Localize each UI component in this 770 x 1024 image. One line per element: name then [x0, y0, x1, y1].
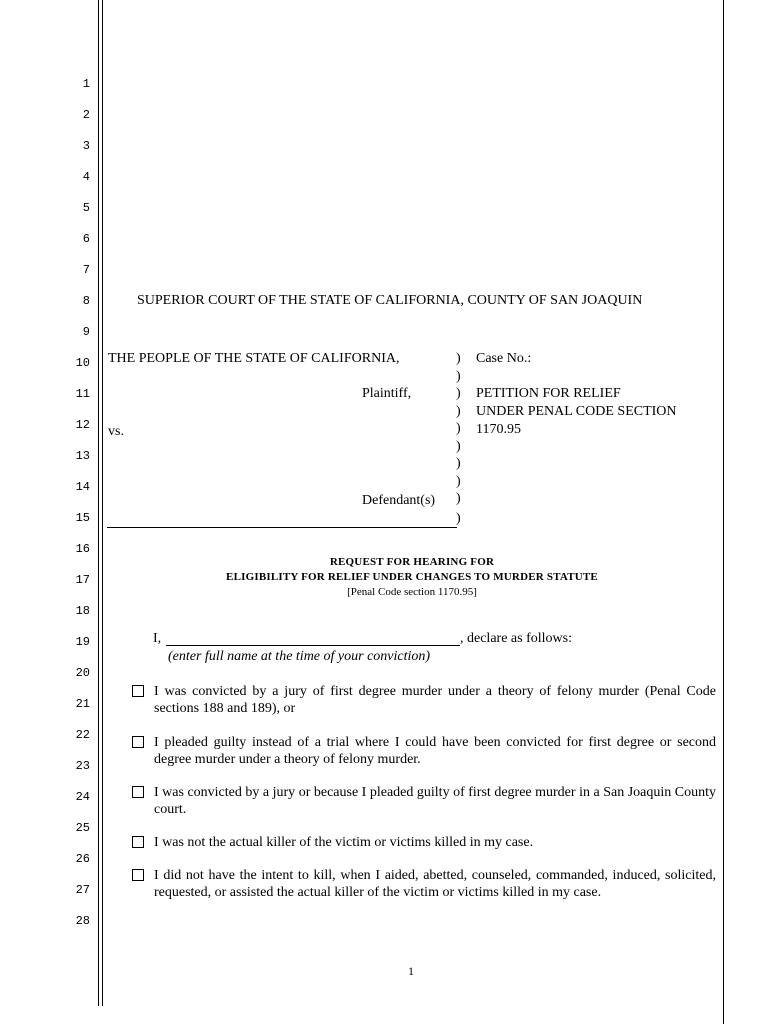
line-number: 18: [75, 604, 90, 618]
line-number: 26: [75, 852, 90, 866]
line-number: 4: [82, 170, 90, 184]
case-number-label: Case No.:: [476, 351, 532, 366]
checkbox-label: I was convicted by a jury or because I pleaded guilty of first degree murder in a San Joaquin County court.: [154, 785, 716, 817]
plaintiff-label: Plaintiff,: [362, 386, 412, 401]
checkbox-label: I was not the actual killer of the victim or victims killed in my case.: [154, 835, 534, 850]
versus-label: vs.: [108, 424, 124, 439]
petition-title-line2: UNDER PENAL CODE SECTION: [476, 404, 677, 419]
line-number: 22: [75, 728, 90, 742]
line-number: 3: [82, 139, 90, 153]
san-joaquin-conviction-checkbox[interactable]: [132, 786, 144, 798]
caption-paren: ): [456, 511, 461, 526]
line-number: 13: [75, 449, 90, 463]
line-number: 21: [75, 697, 90, 711]
line-number: 15: [75, 511, 90, 525]
caption-paren: ): [456, 368, 461, 384]
caption-underline: [107, 527, 457, 528]
line-number: 10: [75, 356, 90, 370]
line-number: 20: [75, 666, 90, 680]
line-number: 1: [82, 77, 90, 91]
caption-paren: ): [456, 421, 461, 436]
left-margin-rule-outer: [98, 0, 99, 1006]
caption-paren: ): [456, 351, 461, 366]
line-number: 9: [82, 325, 90, 339]
not-actual-killer-checkbox[interactable]: [132, 836, 144, 848]
caption-paren: ): [456, 403, 461, 419]
line-number: 8: [82, 294, 90, 308]
line-number: 12: [75, 418, 90, 432]
declaration-prefix: I,: [153, 631, 162, 646]
line-number: 17: [75, 573, 90, 587]
checkbox-label: I did not have the intent to kill, when I aided, abetted, counseled, commanded, induced, solicited, requested, or assisted the actual killer of the victim or victims killed in my case.: [154, 868, 716, 900]
caption-paren: ): [456, 438, 461, 454]
page-number: 1: [408, 964, 414, 978]
line-number: 24: [75, 790, 90, 804]
checkbox-label: I pleaded guilty instead of a trial where I could have been convicted for first degree or second degree murder under a theory of felony murder.: [154, 735, 716, 767]
checkbox-label: I was convicted by a jury of first degree murder under a theory of felony murder (Penal Code sections 188 and 189), or: [154, 684, 716, 716]
line-number: 27: [75, 883, 90, 897]
line-number: 2: [82, 108, 90, 122]
line-number: 11: [75, 387, 90, 401]
line-number: 19: [75, 635, 90, 649]
line-number: 5: [82, 201, 90, 215]
court-title: SUPERIOR COURT OF THE STATE OF CALIFORNIA, COUNTY OF SAN JOAQUIN: [137, 293, 643, 308]
full-name-input-line[interactable]: [166, 645, 460, 646]
petition-title-line1: PETITION FOR RELIEF: [476, 386, 621, 401]
line-number: 16: [75, 542, 90, 556]
line-number: 6: [82, 232, 90, 246]
left-margin-rule-inner: [102, 0, 103, 1006]
request-heading-line1: REQUEST FOR HEARING FOR: [329, 556, 495, 568]
line-number: 7: [82, 263, 90, 277]
caption-paren: ): [456, 473, 461, 489]
felony-murder-jury-checkbox[interactable]: [132, 685, 144, 697]
line-number: 23: [75, 759, 90, 773]
people-party: THE PEOPLE OF THE STATE OF CALIFORNIA,: [108, 351, 400, 366]
line-number: 25: [75, 821, 90, 835]
request-heading-line2: ELIGIBILITY FOR RELIEF UNDER CHANGES TO MURDER STATUTE: [226, 571, 598, 583]
no-intent-to-kill-checkbox[interactable]: [132, 869, 144, 881]
right-margin-rule: [723, 0, 724, 1024]
line-number: 14: [75, 480, 90, 494]
declaration-suffix: , declare as follows:: [460, 631, 572, 646]
line-number: 28: [75, 914, 90, 928]
caption-paren: ): [456, 491, 461, 506]
petition-title-line3: 1170.95: [476, 422, 521, 437]
defendant-label: Defendant(s): [362, 493, 436, 508]
caption-paren: ): [456, 386, 461, 401]
caption-paren: ): [456, 456, 461, 471]
full-name-hint: (enter full name at the time of your conviction): [168, 649, 431, 664]
request-statute-reference: [Penal Code section 1170.95]: [347, 586, 477, 598]
pleaded-guilty-checkbox[interactable]: [132, 736, 144, 748]
